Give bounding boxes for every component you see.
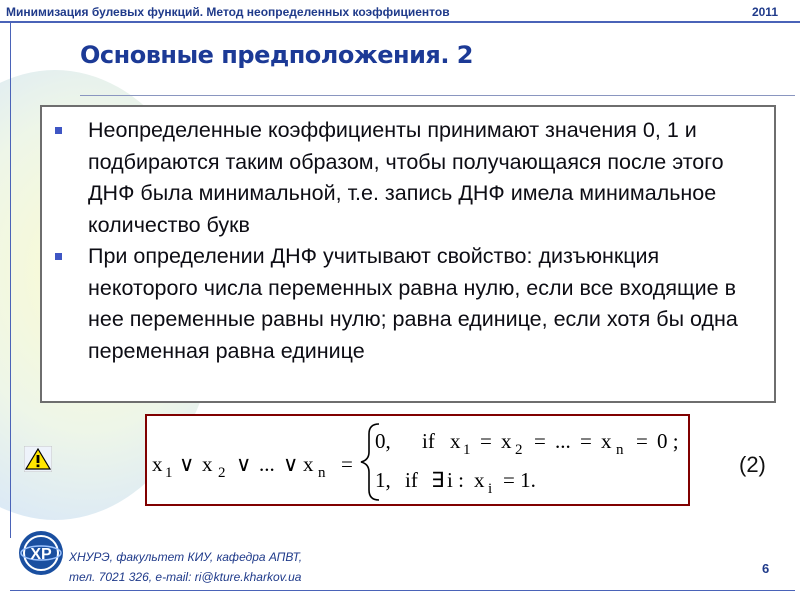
page-number: 6 (762, 561, 770, 576)
equation-number: (2) (739, 452, 766, 477)
formula-case1-eq1: = (480, 429, 492, 453)
formula-lhs-x2: x (202, 452, 213, 476)
formula-case1-subn: n (616, 442, 624, 458)
formula-box (145, 414, 690, 506)
formula-case2-if: if (405, 468, 418, 492)
formula-case1-if: if (422, 429, 435, 453)
square-bullet-icon (55, 253, 62, 260)
formula-case1-xn: x (601, 429, 612, 453)
slide-title: Основные предположения. 2 (80, 41, 474, 69)
formula-case1-rhs: 0 ; (657, 429, 679, 453)
formula-lhs-or3: ∨ (283, 452, 299, 476)
bullet-text: При определении ДНФ учитывают свойство: дизъюнкция некоторого числа переменных равна нулю, если все входящие в нее переменные равны нулю; равна единице, если хотя бы одна переменная равна единице (88, 244, 738, 363)
formula-case1-eq2: = (534, 429, 546, 453)
formula-lhs-or2: ∨ (236, 452, 252, 476)
formula-case1-x2: x (501, 429, 512, 453)
bullet-item-1 (88, 115, 768, 241)
formula-lhs-dots: ... (259, 452, 275, 476)
formula-case1-sub2: 2 (515, 442, 523, 458)
footer-divider (10, 590, 795, 591)
formula-case1-eq4: = (636, 429, 648, 453)
warning-icon (24, 446, 52, 472)
formula-lhs-eq: = (341, 452, 353, 476)
formula-case1-x1: x (450, 429, 461, 453)
formula-svg (147, 416, 692, 508)
formula-lhs-sub2: 2 (218, 465, 226, 481)
title-underline (80, 95, 795, 96)
left-border-line (10, 23, 11, 538)
formula-case2-i: i : (447, 468, 464, 492)
bullet-text: Неопределенные коэффициенты принимают значения 0, 1 и подбираются таким образом, чтобы получающаяся после этого ДНФ была минимальной, т.е. запись ДНФ имела минимальное количество букв (88, 118, 724, 237)
formula-case2-x: x (474, 468, 485, 492)
formula-case2-exists: ∃ (431, 468, 445, 492)
formula-lhs-xn: x (303, 452, 314, 476)
header-year: 2011 (751, 5, 778, 19)
formula-lhs-x1: x (152, 452, 163, 476)
formula-case2-rhs: = 1. (503, 468, 536, 492)
formula-lhs-sub1: 1 (165, 465, 173, 481)
formula-case2-subi: i (488, 481, 493, 497)
logo-text: ХР (30, 546, 52, 563)
content-box (40, 105, 776, 403)
square-bullet-icon (55, 127, 62, 134)
header-title: Минимизация булевых функций. Метод неопределенных коэффициентов (6, 5, 450, 19)
formula-lhs-subn: n (318, 465, 326, 481)
university-logo (18, 530, 64, 576)
footer-line-1: ХНУРЭ, факультет КИУ, кафедра АПВТ, (69, 550, 303, 564)
bullet-item-2 (88, 241, 768, 367)
formula-lhs-or1: ∨ (179, 452, 195, 476)
formula-case1-dots: ... (555, 429, 571, 453)
footer-line-2: тел. 7021 326, e-mail: ri@kture.kharkov.ua (69, 570, 302, 584)
header-divider (0, 21, 800, 23)
formula-case1-sub1: 1 (463, 442, 471, 458)
formula-case1-eq3: = (580, 429, 592, 453)
formula-case1-value: 0, (375, 429, 391, 453)
formula-case2-value: 1, (375, 468, 391, 492)
